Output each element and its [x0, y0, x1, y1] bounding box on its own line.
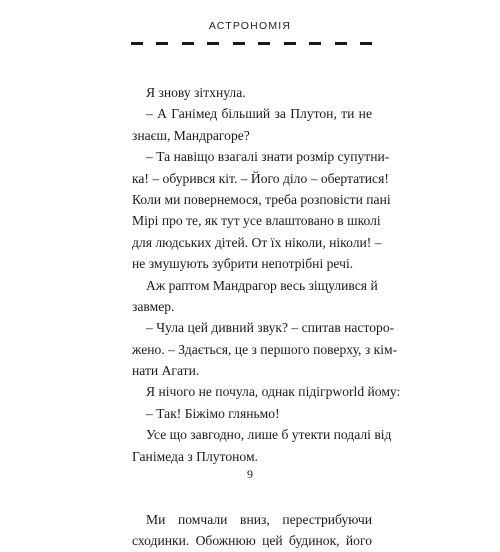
text-line: – Чула цей дивний звук? – спитав насторо- [146, 320, 395, 336]
text-line: жено. – Здається, це з першого поверху, з кім- [132, 341, 398, 357]
text-line: Я нічого не почула, однак підігрworld йому: [146, 384, 401, 400]
text-line: нати Агати. [132, 363, 200, 379]
text-line: – А Ганімед більший за Плутон, ти не [146, 106, 372, 122]
text-line: не змушують зубрити непотрібні речі. [132, 256, 354, 272]
page-number: 9 [247, 467, 253, 481]
text-line: Мірі про те, як тут усе влаштовано в школі [132, 213, 381, 229]
text-line: завмер. [132, 298, 175, 314]
text-line: Ганімеда з Плутоном. [132, 448, 258, 464]
dashed-rule [131, 42, 372, 46]
text-line: Ми помчали вниз, перестрибуючи [146, 512, 372, 528]
text-line: знаєш, Мандрагоре? [132, 127, 250, 143]
text-line: – Так! Біжімо гляньмо! [146, 405, 280, 421]
text-line: сходинки. Обожнюю цей будинок, його [132, 533, 372, 549]
text-line: – Та навіщо взагалі знати розмір супутни- [146, 149, 390, 165]
running-head: АСТРОНОМІЯ [208, 20, 292, 32]
text-line: ка! – обурився кіт. – Його діло – обертатися! [132, 170, 389, 186]
text-line: Аж раптом Мандрагор весь зіщулився й [146, 277, 378, 293]
text-line: для людських дітей. От їх ніколи, ніколи! – [132, 234, 382, 250]
text-line: Коли ми повернемося, треба розповісти пані [132, 191, 391, 207]
text-line: Я знову зітхнула. [146, 85, 246, 100]
text-line: Усе що завгодно, лише б утекти подалі від [146, 427, 392, 443]
